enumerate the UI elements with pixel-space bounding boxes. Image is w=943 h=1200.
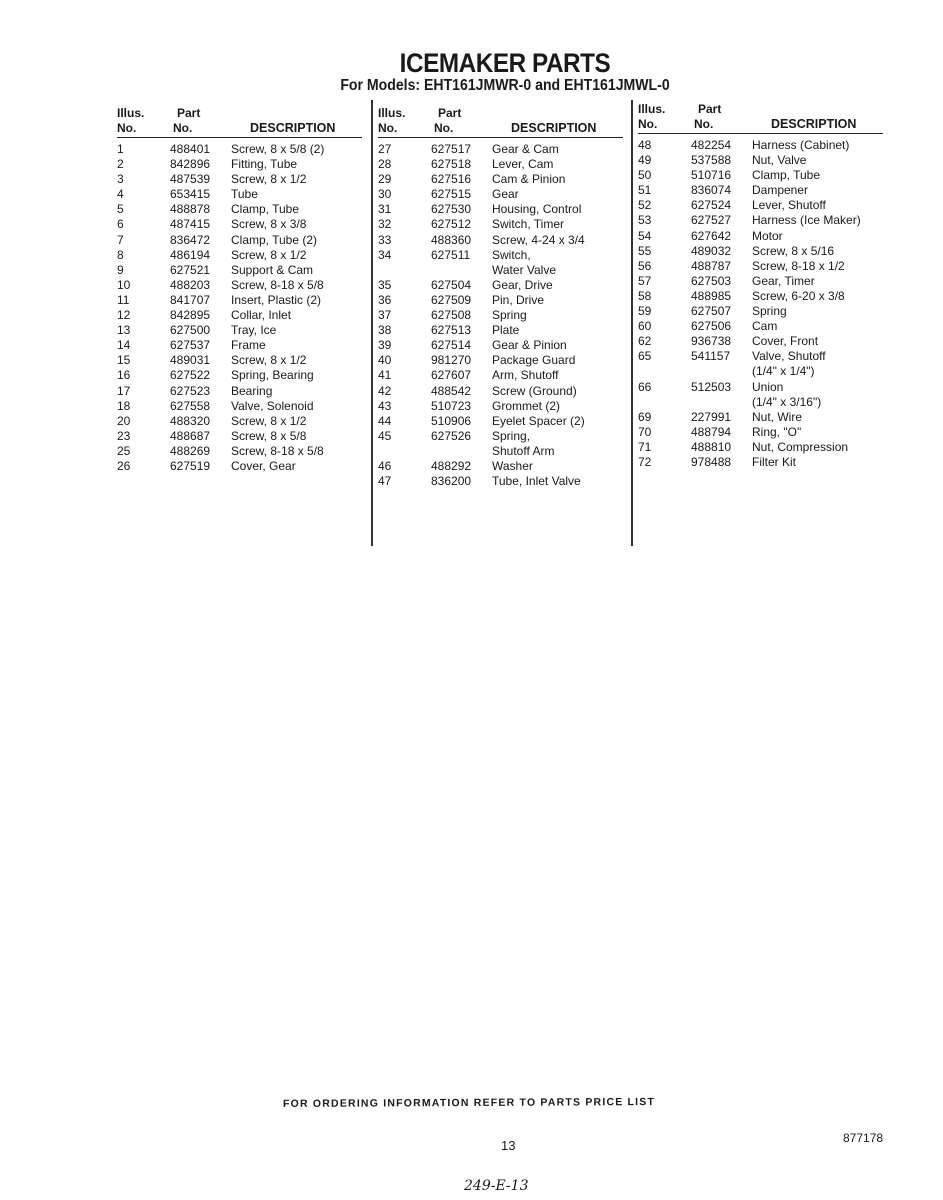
table-row: [378, 459, 628, 474]
part-description: Screw (Ground): [492, 383, 577, 398]
part-description: Switch, Water Valve: [492, 247, 557, 277]
table-row: [117, 172, 367, 187]
part-description: Clamp, Tube: [752, 168, 821, 183]
part-description: Nut, Wire: [752, 409, 803, 424]
illus-number: 58: [638, 288, 652, 303]
table-row: [117, 399, 367, 414]
part-description: Gear & Cam: [492, 142, 559, 156]
table-row: [378, 308, 628, 323]
illus-number: 16: [117, 368, 131, 383]
part-number: 488787: [691, 258, 732, 273]
part-number: 627511: [431, 247, 471, 262]
part-number: 227991: [691, 409, 732, 424]
illus-number: 12: [117, 308, 131, 323]
illus-number: 48: [638, 138, 652, 152]
illus-number: 42: [378, 383, 392, 398]
part-number: 489031: [170, 353, 211, 368]
table-row: [638, 244, 888, 259]
part-description: Support & Cam: [231, 262, 314, 277]
part-number: 627558: [170, 398, 211, 413]
header-rule: [378, 137, 623, 138]
part-description: Cam: [752, 319, 778, 334]
part-number: 482254: [691, 138, 732, 152]
part-number: 627504: [431, 277, 472, 292]
part-description: Gear, Timer: [752, 273, 815, 288]
table-row: [378, 323, 628, 338]
illus-number: 28: [378, 157, 392, 172]
illus-number: 36: [378, 292, 392, 307]
illus-number: 9: [117, 262, 124, 277]
part-number: 627516: [431, 172, 472, 187]
part-number: 627507: [691, 304, 732, 319]
table-row: [638, 138, 888, 153]
illus-number: 49: [638, 153, 652, 168]
part-number: 487539: [170, 172, 211, 187]
part-description: Screw, 6-20 x 3/8: [752, 288, 845, 303]
parts-column-3: [638, 102, 888, 470]
part-description: Grommet (2): [492, 398, 561, 413]
illus-number: 34: [378, 247, 392, 262]
table-row: [638, 410, 888, 425]
part-description: Arm, Shutoff: [492, 368, 559, 383]
table-row: [378, 368, 628, 383]
part-number: 488794: [691, 424, 732, 439]
part-number: 627503: [691, 273, 732, 288]
illus-number: 45: [378, 428, 392, 443]
part-number: 627500: [170, 323, 211, 338]
part-number: 653415: [170, 187, 211, 202]
part-description: Filter Kit: [752, 454, 797, 469]
part-description: Housing, Control: [492, 202, 582, 217]
part-number: 842896: [170, 157, 211, 172]
illus-number: 60: [638, 319, 652, 334]
table-row: [638, 274, 888, 289]
table-row: [378, 414, 628, 429]
part-number: 486194: [170, 247, 211, 262]
part-number: 627521: [170, 262, 211, 277]
part-description: Lever, Shutoff: [752, 198, 826, 213]
table-row: [638, 198, 888, 213]
table-row: [117, 202, 367, 217]
illus-number: 23: [117, 428, 131, 443]
illus-number: 51: [638, 183, 652, 198]
part-number: 627518: [431, 157, 472, 172]
illus-number: 59: [638, 304, 652, 319]
handwritten-note: 249-E-13: [464, 1178, 529, 1194]
illus-number: 40: [378, 353, 392, 368]
part-number: 627519: [170, 458, 211, 473]
part-description: Tube, Inlet Valve: [492, 474, 581, 489]
illus-header: Illus.: [117, 106, 145, 120]
part-description: Gear, Drive: [492, 277, 553, 292]
illus-number: 72: [638, 454, 652, 469]
part-number: 488985: [691, 288, 732, 303]
table-row: [638, 289, 888, 304]
table-row: [638, 380, 888, 410]
table-row: [117, 278, 367, 293]
table-row: [638, 440, 888, 455]
table-row: [117, 459, 367, 474]
illus-number: 38: [378, 323, 392, 338]
table-row: [378, 233, 628, 248]
illus-number: 18: [117, 398, 131, 413]
part-description: Screw, 8 x 5/16: [752, 243, 835, 258]
description-header: DESCRIPTION: [771, 117, 857, 131]
illus-number: 10: [117, 277, 131, 292]
illus-number: 17: [117, 383, 131, 398]
illus-number: 8: [117, 247, 124, 262]
part-number: 627522: [170, 368, 211, 383]
table-row: [378, 157, 628, 172]
part-number: 627512: [431, 217, 472, 232]
part-description: Gear & Pinion: [492, 338, 567, 353]
models-subtitle: For Models: EHT161JMWR-0 and EHT161JMWL-0: [340, 77, 670, 94]
part-description: Insert, Plastic (2): [231, 292, 322, 307]
column-divider: [631, 100, 633, 546]
part-description: Ring, "O": [752, 424, 802, 439]
part-description: Cover, Gear: [231, 458, 296, 473]
column-header: [117, 106, 367, 138]
part-number: 488542: [431, 383, 472, 398]
table-row: [378, 187, 628, 202]
illus-number: 26: [117, 458, 131, 473]
part-number: 488292: [431, 458, 472, 473]
part-description: Union (1/4" x 3/16"): [752, 379, 822, 409]
table-row: [638, 259, 888, 274]
part-description: Screw, 8-18 x 1/2: [752, 258, 845, 273]
document-number: 877178: [843, 1131, 884, 1145]
part-number: 488269: [170, 443, 211, 458]
part-number: 537588: [691, 153, 732, 168]
part-description: Spring, Shutoff Arm: [492, 428, 555, 458]
table-row: [117, 429, 367, 444]
table-row: [117, 293, 367, 308]
illus-number: 4: [117, 187, 124, 202]
part-number: 842895: [170, 308, 211, 323]
table-row: [638, 168, 888, 183]
table-row: [117, 217, 367, 232]
table-row: [638, 153, 888, 168]
part-description: Clamp, Tube: [231, 202, 300, 217]
part-number: 627508: [431, 308, 472, 323]
illus-header: No.: [117, 121, 137, 135]
illus-number: 20: [117, 413, 131, 428]
illus-number: 14: [117, 338, 131, 353]
table-row: [638, 349, 888, 379]
table-row: [638, 319, 888, 334]
table-row: [638, 425, 888, 440]
column-header: [378, 106, 628, 138]
illus-number: 1: [117, 142, 124, 156]
part-header: No.: [694, 117, 714, 131]
table-row: [117, 323, 367, 338]
part-number: 488320: [170, 413, 211, 428]
illus-number: 65: [638, 349, 652, 364]
part-number: 488360: [431, 232, 472, 247]
table-row: [378, 293, 628, 308]
part-number: 627515: [431, 187, 472, 202]
illus-header: Illus.: [638, 102, 666, 116]
illus-header: Illus.: [378, 106, 406, 120]
part-number: 488687: [170, 428, 211, 443]
part-number: 488203: [170, 277, 211, 292]
part-number: 627523: [170, 383, 211, 398]
illus-header: No.: [638, 117, 658, 131]
illus-number: 25: [117, 443, 131, 458]
part-number: 512503: [691, 379, 732, 394]
part-number: 627517: [431, 142, 472, 156]
part-description: Screw, 8 x 1/2: [231, 172, 307, 187]
table-row: [638, 455, 888, 470]
illus-number: 35: [378, 277, 392, 292]
part-number: 627514: [431, 338, 472, 353]
part-number: 510906: [431, 413, 472, 428]
illus-header: No.: [378, 121, 398, 135]
table-row: [117, 414, 367, 429]
part-number: 627642: [691, 228, 732, 243]
table-row: [378, 217, 628, 232]
illus-number: 2: [117, 157, 124, 172]
part-description: Screw, 8 x 5/8: [231, 428, 307, 443]
table-row: [117, 142, 367, 157]
part-number: 510723: [431, 398, 472, 413]
part-number: 627527: [691, 213, 732, 228]
table-row: [378, 384, 628, 399]
table-row: [117, 384, 367, 399]
part-description: Motor: [752, 228, 783, 243]
part-number: 627509: [431, 292, 472, 307]
table-row: [378, 248, 628, 278]
part-description: Gear: [492, 187, 519, 202]
column-header: [638, 102, 888, 134]
illus-number: 47: [378, 474, 392, 489]
part-number: 936738: [691, 334, 732, 349]
part-description: Tray, Ice: [231, 323, 277, 338]
part-description: Cover, Front: [752, 334, 819, 349]
illus-number: 27: [378, 142, 392, 156]
table-row: [378, 399, 628, 414]
illus-number: 6: [117, 217, 124, 232]
illus-number: 46: [378, 458, 392, 473]
header-rule: [117, 137, 362, 138]
illus-number: 44: [378, 413, 392, 428]
part-description: Spring: [492, 308, 527, 323]
illus-number: 57: [638, 273, 652, 288]
illus-number: 43: [378, 398, 392, 413]
parts-column-1: [117, 106, 367, 474]
parts-column-2: [378, 106, 628, 489]
part-description: Collar, Inlet: [231, 308, 292, 323]
illus-number: 41: [378, 368, 392, 383]
part-number: 981270: [431, 353, 472, 368]
part-description: Nut, Valve: [752, 153, 807, 168]
page-number: 13: [501, 1138, 516, 1153]
table-row: [638, 183, 888, 198]
illus-number: 30: [378, 187, 392, 202]
part-description: Screw, 8-18 x 5/8: [231, 277, 324, 292]
illus-number: 70: [638, 424, 652, 439]
part-description: Nut, Compression: [752, 439, 849, 454]
part-description: Washer: [492, 458, 533, 473]
part-number: 627526: [431, 428, 472, 443]
illus-number: 5: [117, 202, 124, 217]
part-number: 978488: [691, 454, 732, 469]
part-number: 489032: [691, 243, 732, 258]
part-number: 841707: [170, 292, 211, 307]
part-description: Package Guard: [492, 353, 576, 368]
part-description: Eyelet Spacer (2): [492, 413, 585, 428]
part-description: Screw, 4-24 x 3/4: [492, 232, 585, 247]
page-title: ICEMAKER PARTS: [399, 48, 611, 78]
table-row: [117, 263, 367, 278]
part-description: Bearing: [231, 383, 273, 398]
part-number: 488878: [170, 202, 211, 217]
header-rule: [638, 133, 883, 134]
illus-number: 11: [117, 292, 130, 307]
illus-number: 3: [117, 172, 124, 187]
part-number: 488401: [170, 142, 211, 156]
table-row: [638, 304, 888, 319]
part-description: Screw, 8-18 x 5/8: [231, 443, 324, 458]
part-description: Valve, Solenoid: [231, 398, 314, 413]
table-row: [638, 229, 888, 244]
ordering-info-note: FOR ORDERING INFORMATION REFER TO PARTS PRICE LIST: [282, 1096, 656, 1110]
part-description: Harness (Ice Maker): [752, 213, 861, 228]
part-number: 836472: [170, 232, 211, 247]
part-header: Part: [177, 106, 201, 120]
part-description: Fitting, Tube: [231, 157, 298, 172]
illus-number: 7: [117, 232, 124, 247]
table-row: [378, 278, 628, 293]
part-header: No.: [434, 121, 454, 135]
part-header: Part: [438, 106, 462, 120]
part-number: 488810: [691, 439, 732, 454]
table-row: [378, 353, 628, 368]
part-description: Pin, Drive: [492, 292, 545, 307]
part-description: Screw, 8 x 5/8 (2): [231, 142, 325, 156]
part-description: Frame: [231, 338, 266, 353]
illus-number: 52: [638, 198, 652, 213]
illus-number: 29: [378, 172, 392, 187]
table-row: [117, 157, 367, 172]
part-number: 541157: [691, 349, 731, 364]
table-row: [117, 368, 367, 383]
description-header: DESCRIPTION: [511, 121, 597, 135]
table-row: [378, 172, 628, 187]
part-number: 627530: [431, 202, 472, 217]
illus-number: 37: [378, 308, 392, 323]
part-number: 627607: [431, 368, 472, 383]
description-header: DESCRIPTION: [250, 121, 336, 135]
illus-number: 62: [638, 334, 652, 349]
part-header: Part: [698, 102, 722, 116]
table-row: [117, 248, 367, 263]
illus-number: 71: [638, 439, 652, 454]
table-row: [117, 353, 367, 368]
illus-number: 13: [117, 323, 131, 338]
part-description: Spring: [752, 304, 787, 319]
illus-number: 54: [638, 228, 652, 243]
illus-number: 69: [638, 409, 652, 424]
illus-number: 50: [638, 168, 652, 183]
part-number: 836200: [431, 474, 472, 489]
part-number: 627513: [431, 323, 472, 338]
table-row: [117, 444, 367, 459]
table-row: [378, 429, 628, 459]
table-row: [638, 334, 888, 349]
part-description: Harness (Cabinet): [752, 138, 850, 152]
illus-number: 53: [638, 213, 652, 228]
part-number: 510716: [691, 168, 732, 183]
part-description: Plate: [492, 323, 520, 338]
illus-number: 39: [378, 338, 392, 353]
table-row: [378, 338, 628, 353]
table-row: [117, 338, 367, 353]
illus-number: 66: [638, 379, 652, 394]
part-description: Screw, 8 x 3/8: [231, 217, 307, 232]
part-number: 836074: [691, 183, 732, 198]
part-description: Screw, 8 x 1/2: [231, 353, 307, 368]
part-description: Dampener: [752, 183, 809, 198]
part-header: No.: [173, 121, 193, 135]
illus-number: 31: [378, 202, 392, 217]
illus-number: 33: [378, 232, 392, 247]
part-number: 627506: [691, 319, 732, 334]
part-number: 627524: [691, 198, 732, 213]
part-description: Spring, Bearing: [231, 368, 314, 383]
part-description: Cam & Pinion: [492, 172, 566, 187]
table-row: [378, 202, 628, 217]
part-description: Valve, Shutoff (1/4" x 1/4"): [752, 349, 826, 379]
illus-number: 55: [638, 243, 652, 258]
table-row: [378, 474, 628, 489]
part-description: Screw, 8 x 1/2: [231, 247, 307, 262]
part-description: Switch, Timer: [492, 217, 565, 232]
part-number: 627537: [170, 338, 211, 353]
table-row: [378, 142, 628, 157]
table-row: [117, 233, 367, 248]
part-description: Tube: [231, 187, 258, 202]
table-row: [117, 308, 367, 323]
column-divider: [371, 100, 373, 546]
table-row: [638, 213, 888, 228]
table-row: [117, 187, 367, 202]
part-description: Lever, Cam: [492, 157, 554, 172]
illus-number: 15: [117, 353, 131, 368]
illus-number: 56: [638, 258, 652, 273]
part-number: 487415: [170, 217, 211, 232]
part-description: Clamp, Tube (2): [231, 232, 318, 247]
part-description: Screw, 8 x 1/2: [231, 413, 307, 428]
illus-number: 32: [378, 217, 392, 232]
